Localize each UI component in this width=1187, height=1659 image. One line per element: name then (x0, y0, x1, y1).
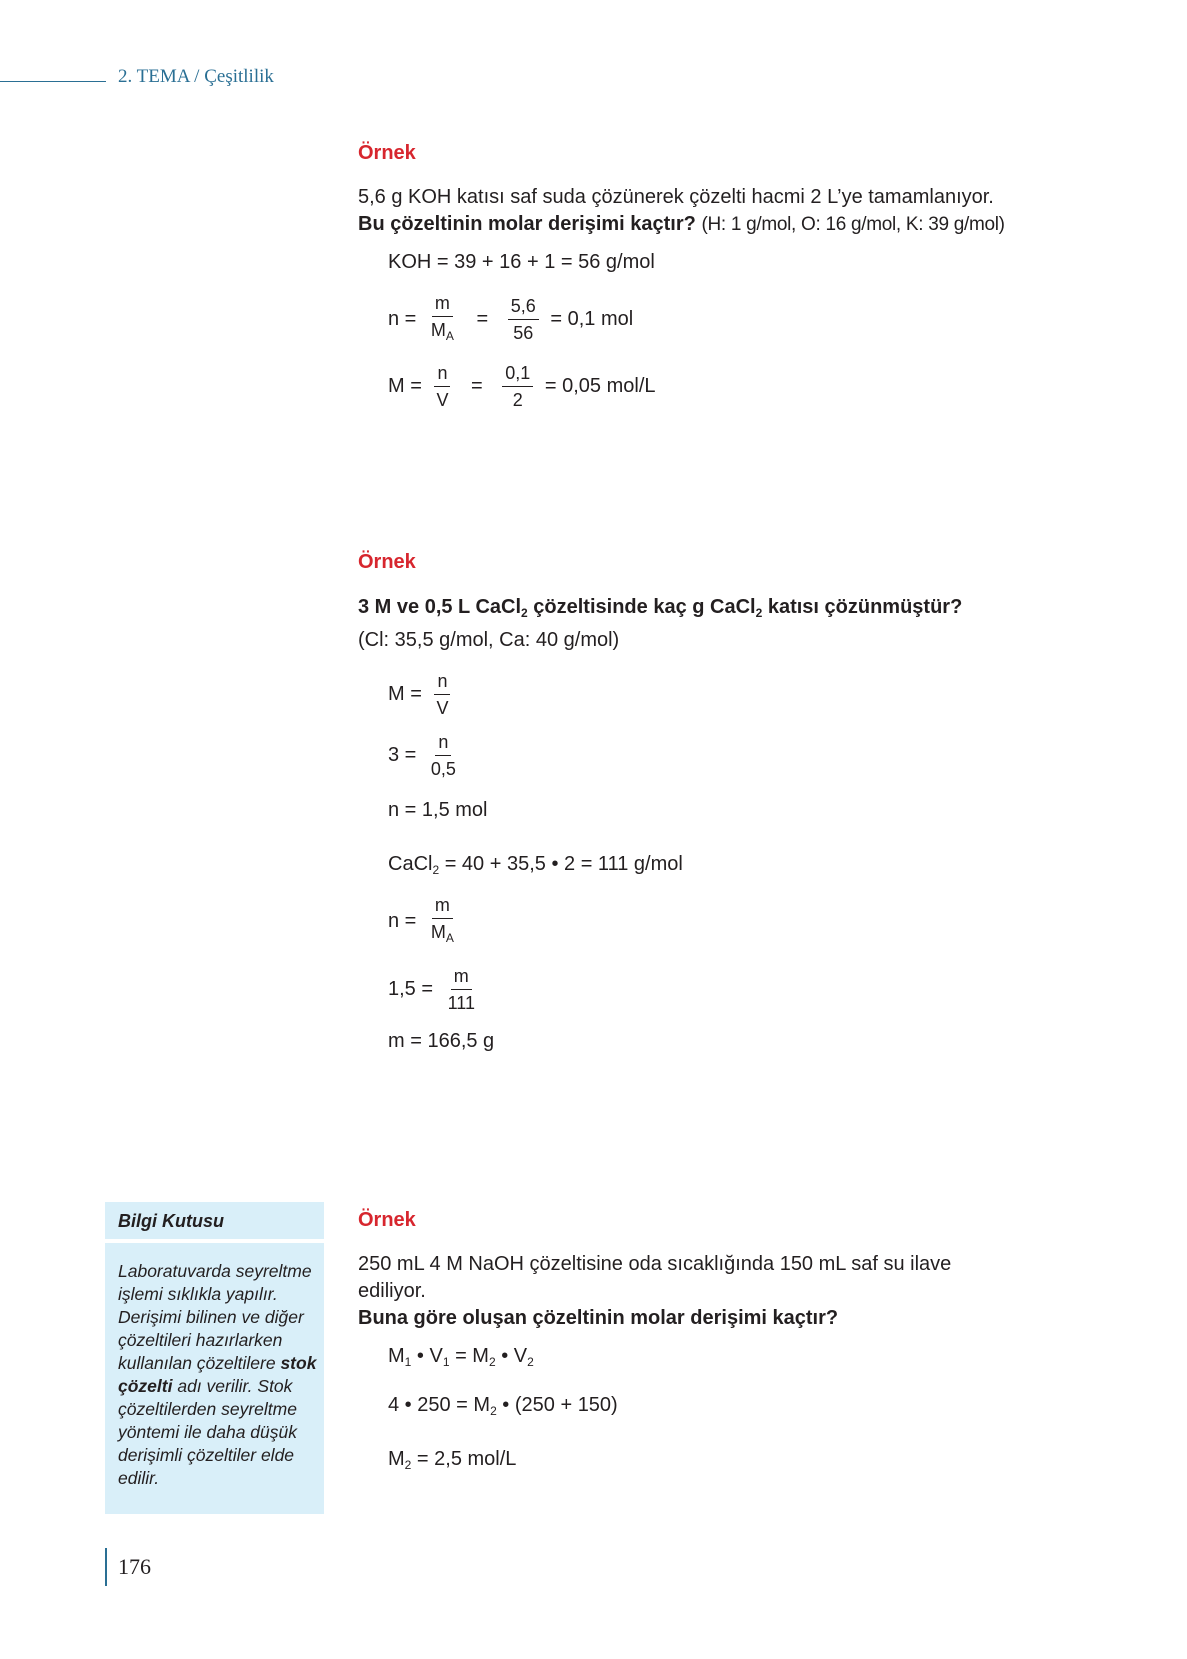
numerator: n (435, 731, 451, 756)
formula-text: = M (449, 1345, 489, 1367)
denominator: V (436, 390, 449, 410)
example-2-title: Örnek (358, 551, 416, 573)
formula-text: • (250 + 150) (496, 1394, 618, 1416)
example-3-text (358, 1251, 951, 1332)
formula-text: M (388, 1448, 405, 1470)
fraction (433, 362, 451, 411)
fraction (428, 731, 459, 780)
fraction (428, 894, 457, 949)
example-1-question: Bu çözeltinin molar derişimi kaçtır? (358, 213, 696, 235)
question-part: 3 M ve 0,5 L CaCl (358, 596, 522, 618)
subscript: 2 (521, 606, 528, 620)
question-part: katısı çözünmüştür? (762, 596, 963, 618)
subscript: 2 (755, 606, 763, 620)
example-3-title: Örnek (358, 1209, 416, 1231)
info-box-header (105, 1202, 324, 1239)
formula-text: = 40 + 35,5 • 2 = 111 g/mol (439, 853, 683, 875)
numerator: m (451, 965, 472, 990)
page-number: 176 (118, 1554, 151, 1579)
header-rule (0, 81, 106, 82)
result: = 0,1 mol (550, 307, 634, 330)
example-1-molarity-formula (388, 362, 656, 411)
example-3-step-2 (388, 1394, 618, 1418)
formula-lhs: 1,5 = (388, 977, 434, 1000)
subscript: A (445, 931, 454, 945)
formula-lhs: n = (388, 909, 417, 932)
fraction (433, 670, 451, 719)
numerator: n (434, 362, 450, 387)
numerator: 5,6 (508, 295, 539, 320)
equals: = (476, 307, 489, 330)
example-3-question: Buna göre oluşan çözeltinin molar derişimi kaçtır? (358, 1307, 839, 1329)
example-2-step-2 (388, 731, 465, 780)
denominator-main: M (430, 320, 446, 340)
denominator: 0,5 (430, 759, 456, 779)
example-1-statement: 5,6 g KOH katısı saf suda çözünerek çözelti hacmi 2 L’ye tamamlanıyor. (358, 186, 994, 208)
example-2-step-7: m = 166,5 g (388, 1030, 495, 1052)
example-2-step-5 (388, 894, 463, 949)
formula-text: 4 • 250 = M (388, 1394, 491, 1416)
question-part: çözeltisinde kaç g CaCl (527, 596, 756, 618)
info-box-title: Bilgi Kutusu (118, 1211, 224, 1231)
denominator: 56 (513, 323, 534, 343)
formula-lhs: n = (388, 307, 417, 330)
example-2-text (358, 594, 962, 654)
subscript: 2 (490, 1404, 497, 1418)
result: = 0,05 mol/L (544, 374, 656, 397)
denominator (428, 317, 457, 347)
numerator: n (434, 670, 450, 695)
example-2-step-1 (388, 670, 457, 719)
formula-lhs: M = (388, 682, 422, 705)
subscript: 2 (488, 1355, 496, 1369)
fraction (502, 362, 533, 411)
equals: = (471, 374, 483, 397)
denominator: 2 (512, 390, 523, 410)
fraction (428, 292, 457, 347)
subscript: 2 (527, 1355, 534, 1369)
example-3-statement: 250 mL 4 M NaOH çözeltisine oda sıcaklığında 150 mL saf su ilave (358, 1253, 952, 1275)
formula-text: M (388, 1345, 405, 1367)
example-2-question (358, 596, 962, 618)
example-2-step-6 (388, 965, 484, 1014)
example-1-molar-mass: KOH = 39 + 16 + 1 = 56 g/mol (388, 251, 655, 273)
denominator: V (436, 698, 449, 718)
info-text: adı verilir. Stok çözeltilerden seyreltme yöntemi ile daha düşük derişimli çözeltiler elde edilir. (118, 1376, 297, 1488)
chapter-header: 2. TEMA / Çeşitlilik (118, 66, 274, 87)
example-2-given: (Cl: 35,5 g/mol, Ca: 40 g/mol) (358, 629, 620, 651)
subscript: 1 (442, 1355, 450, 1369)
formula-text: • V (411, 1345, 443, 1367)
subscript: 1 (404, 1355, 412, 1369)
info-box-text (118, 1260, 318, 1490)
numerator: 0,1 (502, 362, 533, 387)
info-box-body (105, 1243, 324, 1514)
subscript: 2 (432, 863, 440, 877)
example-3-step-1 (388, 1345, 534, 1369)
denominator: 111 (447, 993, 475, 1013)
example-1-title: Örnek (358, 142, 416, 164)
subscript: 2 (404, 1458, 412, 1472)
formula-lhs: 3 = (388, 743, 417, 766)
example-1-text (358, 184, 1005, 238)
example-1-given: (H: 1 g/mol, O: 16 g/mol, K: 39 g/mol) (701, 214, 1005, 235)
info-text: Laboratuvarda seyreltme işlemi sıklıkla yapılır. Derişimi bilinen ve diğer çözeltileri hazırlarken kullanılan çözeltilere (118, 1261, 312, 1373)
formula-text: CaCl (388, 853, 433, 875)
numerator: m (432, 894, 453, 919)
example-2-step-4 (388, 853, 683, 877)
example-3-step-3 (388, 1448, 516, 1472)
info-term: stok çözelti (118, 1353, 317, 1396)
fraction (508, 295, 539, 344)
example-1-mol-formula (388, 292, 633, 347)
fraction (445, 965, 478, 1014)
denominator-main: M (430, 922, 446, 942)
formula-lhs: M = (388, 374, 422, 397)
page-number-rule (105, 1548, 107, 1586)
example-2-step-3: n = 1,5 mol (388, 799, 488, 821)
formula-text: = 2,5 mol/L (411, 1448, 517, 1470)
denominator (428, 919, 457, 949)
example-3-statement: ediliyor. (358, 1280, 426, 1302)
formula-text: • V (495, 1345, 528, 1367)
numerator: m (432, 292, 453, 317)
subscript: A (445, 329, 454, 343)
